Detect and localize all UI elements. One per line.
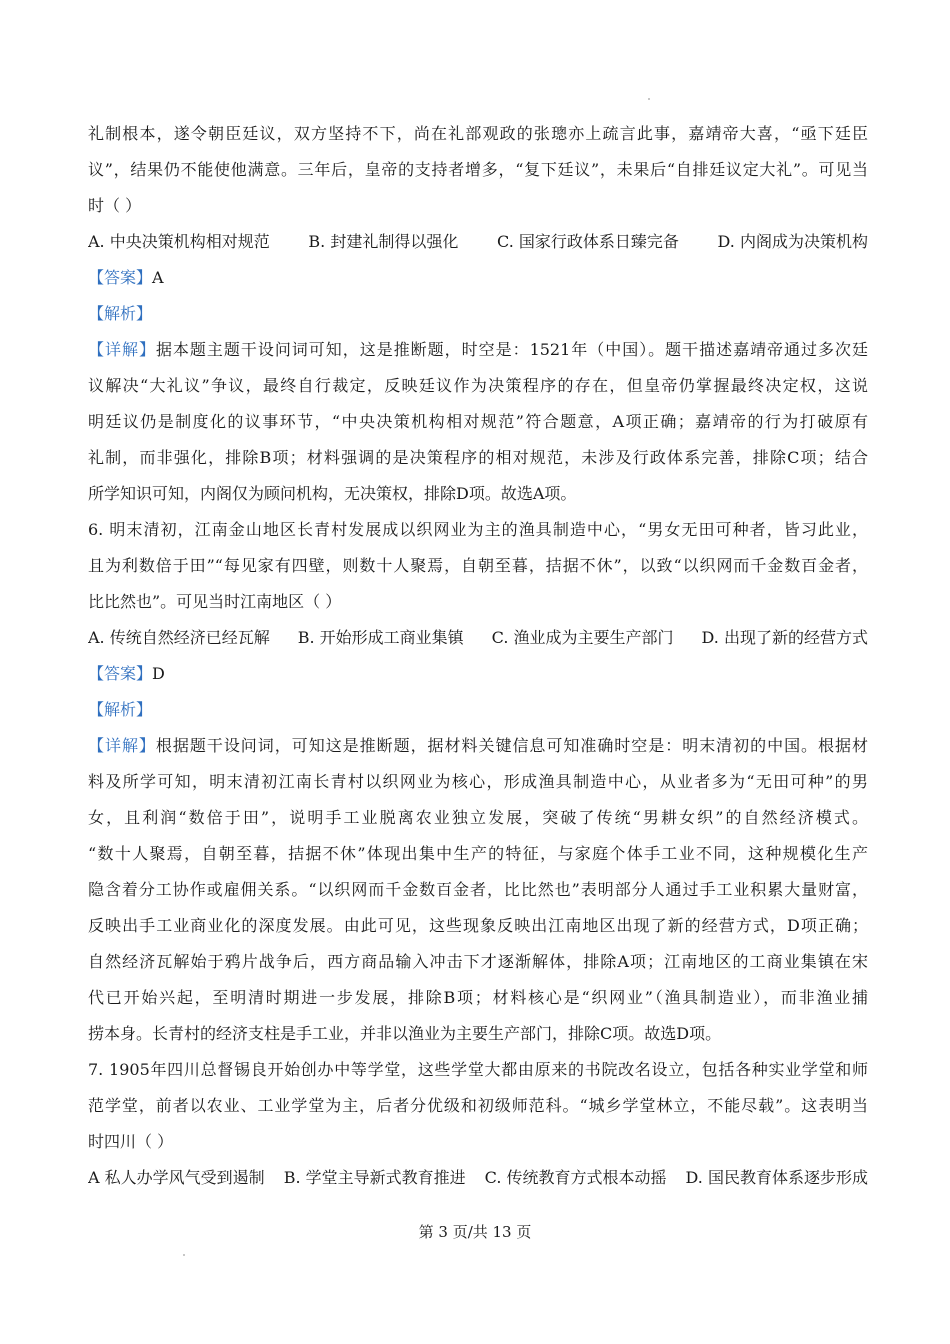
q5-options [88, 224, 868, 260]
q7-option-c: C. 传统教育方式根本动摇 [484, 1168, 667, 1187]
q6-option-b: B. 开始形成工商业集镇 [297, 628, 464, 647]
q6-detail-line: “数十人聚焉，自朝至暮，拮据不休”体现出集中生产的特征，与家庭个体手工业不同，这种规模化生产 [88, 844, 868, 863]
q6-detail-line: 隐含着分工协作或雇佣关系。“以织网而千金数百金者，比比然也”表明部分人通过手工业积累大量财富， [88, 880, 868, 899]
q5-analysis [88, 296, 868, 332]
q6-detail-line: 料及所学可知，明末清初江南长青村以织网业为核心，形成渔具制造中心，从业者多为“无田可种”的男 [88, 772, 868, 791]
q6-detail-line: 女，且利润“数倍于田”，说明手工业脱离农业独立发展，突破了传统“男耕女织”的自然经济模式。 [88, 808, 868, 827]
analysis-tag: 【解析】 [88, 700, 153, 719]
detail-tag: 【详解】 [88, 736, 156, 755]
q6-detail-line: 代已开始兴起，至明清时期进一步发展，排除B项；材料核心是“织网业”（渔具制造业），而非渔业捕 [88, 988, 868, 1007]
q5-detail-line: 所学知识可知，内阁仅为顾问机构，无决策权，排除D项。故选A项。 [88, 484, 577, 503]
q7-stem-line: 范学堂，前者以农业、工业学堂为主，后者分优级和初级师范科。“城乡学堂林立，不能尽载”。这表明当 [88, 1096, 868, 1115]
answer-tag: 【答案】 [88, 268, 153, 287]
answer-tag: 【答案】 [88, 664, 153, 683]
q5-stem-line: 议”，结果仍不能使他满意。三年后，皇帝的支持者增多，“复下廷议”，未果后“自排廷议定大礼”。可见当 [88, 160, 868, 179]
q5-answer [88, 260, 868, 296]
q5-detail-line: 【详解】据本题主题干设问词可知，这是推断题，时空是：1521年（中国）。题干描述嘉靖帝通过多次廷 [88, 340, 868, 359]
q6-answer [88, 656, 868, 692]
q5-detail-line: 明廷议仍是制度化的议事环节，“中央决策机构相对规范”符合题意，A项正确；嘉靖帝的行为打破原有 [88, 412, 868, 431]
q6-stem-line: 6. 明末清初，江南金山地区长青村发展成以织网业为主的渔具制造中心，“男女无田可种者，皆习此业， [88, 520, 868, 539]
q7-option-a: A 私人办学风气受到遏制 [88, 1168, 265, 1187]
q5-detail-line: 礼制，而非强化，排除B项；材料强调的是决策程序的相对规范，未涉及行政体系完善，排除C项；结合 [88, 448, 868, 467]
q6-stem-line: 比比然也”。可见当时江南地区（ ） [88, 592, 342, 611]
q5-option-a: A. 中央决策机构相对规范 [88, 232, 270, 251]
scan-speck [183, 1254, 185, 1256]
q7-stem-line: 7. 1905年四川总督锡良开始创办中等学堂，这些学堂大都由原来的书院改名设立，包括各种实业学堂和师 [88, 1060, 868, 1079]
q6-detail-line: 捞本身。长青村的经济支柱是手工业，并非以渔业为主要生产部门，排除C项。故选D项。 [88, 1024, 722, 1043]
q6-option-d: D. 出现了新的经营方式 [701, 628, 868, 647]
q5-option-b: B. 封建礼制得以强化 [308, 232, 459, 251]
q6-detail-line: 【详解】根据题干设问词，可知这是推断题，据材料关键信息可知准确时空是：明末清初的中国。根据材 [88, 736, 868, 755]
q5-stem-line: 礼制根本，遂令朝臣廷议，双方坚持不下，尚在礼部观政的张璁亦上疏言此事，嘉靖帝大喜，“亟下廷臣 [88, 124, 868, 143]
analysis-tag: 【解析】 [88, 304, 153, 323]
q5-option-c: C. 国家行政体系日臻完备 [497, 232, 679, 251]
q6-analysis [88, 692, 868, 728]
page-footer: 第 3 页/共 13 页 [418, 1223, 532, 1241]
q7-option-b: B. 学堂主导新式教育推进 [283, 1168, 466, 1187]
answer-value: A [152, 268, 164, 287]
q7-stem-line: 时四川（ ） [88, 1132, 174, 1151]
page-content [88, 116, 868, 1196]
q6-options [88, 620, 868, 656]
q7-option-d: D. 国民教育体系逐步形成 [685, 1168, 868, 1187]
q6-option-c: C. 渔业成为主要生产部门 [491, 628, 674, 647]
scan-speck [648, 98, 650, 100]
q6-detail-line: 自然经济瓦解始于鸦片战争后，西方商品输入冲击下才逐渐解体，排除A项；江南地区的工商业集镇在宋 [88, 952, 868, 971]
detail-tag: 【详解】 [88, 340, 156, 359]
q6-stem-line: 且为利数倍于田”“每见家有四壁，则数十人聚焉，自朝至暮，拮据不休”，以致“以织网而千金数百金者， [88, 556, 868, 575]
q7-options [88, 1160, 868, 1196]
q6-detail-line: 反映出手工业商业化的深度发展。由此可见，这些现象反映出江南地区出现了新的经营方式，D项正确； [88, 916, 868, 935]
q5-option-d: D. 内阁成为决策机构 [717, 232, 868, 251]
answer-value: D [152, 664, 165, 683]
q5-stem-line: 时（ ） [88, 196, 142, 215]
q5-detail-line: 议解决“大礼议”争议，最终自行裁定，反映廷议作为决策程序的存在，但皇帝仍掌握最终决定权，这说 [88, 376, 868, 395]
q6-option-a: A. 传统自然经济已经瓦解 [88, 628, 270, 647]
